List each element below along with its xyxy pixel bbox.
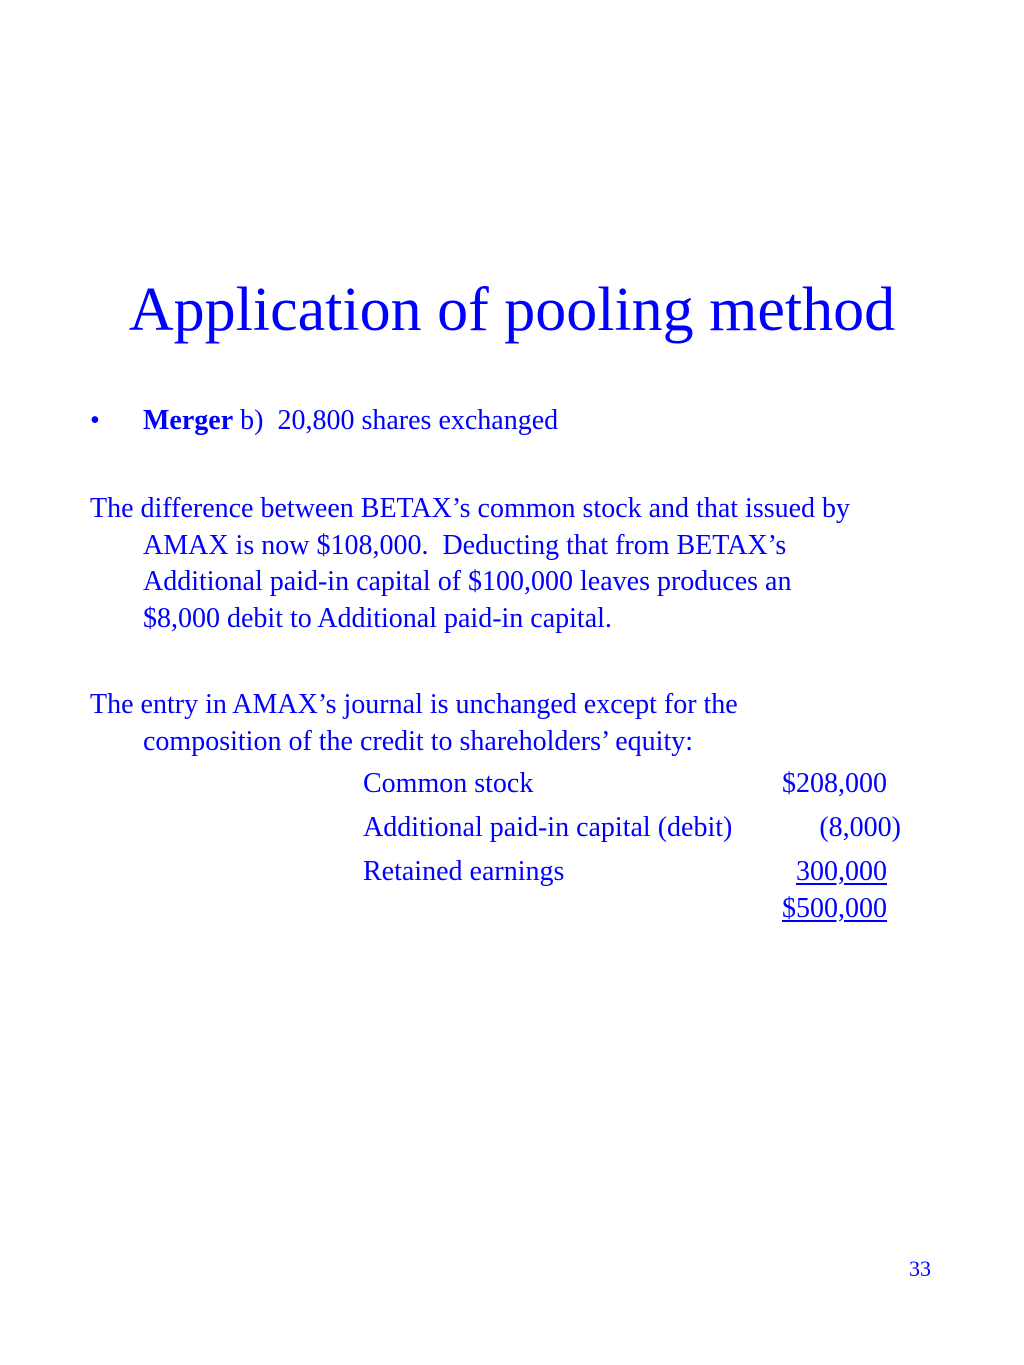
entry-label: Common stock: [363, 768, 534, 799]
paragraph-line: Additional paid-in capital of $100,000 leaves produces an: [143, 566, 792, 597]
slide-title: Application of pooling method: [128, 276, 896, 344]
paragraph-line: $8,000 debit to Additional paid-in capital.: [143, 602, 612, 634]
entry-total: $500,000: [782, 893, 887, 924]
journal-paragraph: [90, 687, 950, 760]
paragraph-line: The entry in AMAX’s journal is unchanged except for the: [90, 689, 738, 720]
bullet-text: b) 20,800 shares exchanged: [233, 405, 559, 436]
paragraph-line: The difference between BETAX’s common stock and that issued by: [90, 493, 851, 524]
bullet-bold-term: Merger: [143, 405, 234, 436]
page-number: 33: [909, 1256, 931, 1281]
paragraph-line: AMAX is now $108,000. Deducting that from BETAX’s: [143, 529, 787, 561]
bullet-mark: •: [90, 405, 100, 436]
entry-label: Additional paid-in capital (debit): [363, 812, 733, 843]
entry-amount: $208,000: [782, 768, 887, 799]
entry-label: Retained earnings: [363, 856, 565, 887]
explanation-paragraph: [90, 491, 950, 637]
entry-amount: (8,000): [819, 812, 901, 843]
bullet-item: [90, 404, 558, 438]
paragraph-line: composition of the credit to shareholders’ equity:: [143, 725, 694, 757]
entry-amount: 300,000: [796, 856, 887, 887]
